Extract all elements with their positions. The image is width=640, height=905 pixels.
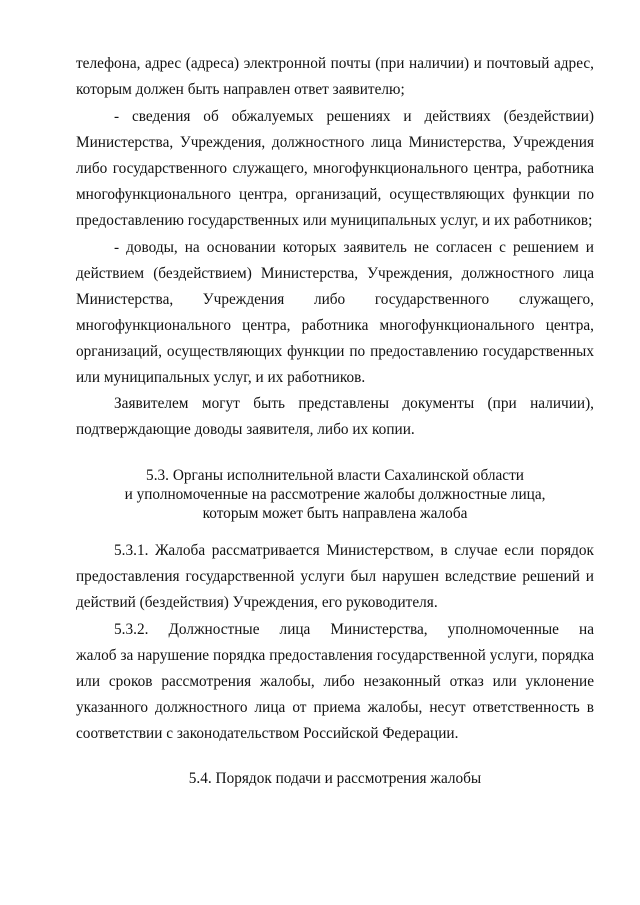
text-line: действием (бездействием) Министерства, Учреждения, должностного лица	[76, 265, 594, 282]
text-line: предоставления государственной услуги был нарушен вследствие решений и	[76, 568, 594, 585]
text-line: организаций, осуществляющих функции по предоставлению государственных	[76, 343, 594, 360]
text-line: действий (бездействия) Учреждения, его руководителя.	[76, 594, 438, 611]
text-line: телефона, адрес (адреса) электронной почты (при наличии) и почтовый адрес,	[76, 55, 594, 72]
text-line: подтверждающие доводы заявителя, либо их копии.	[76, 421, 415, 438]
text-line: многофункционального центра, организаций, осуществляющих функции по	[76, 186, 594, 203]
text-line: указанного должностного лица от приема жалобы, несут ответственность в	[76, 699, 594, 716]
text-line: - доводы, на основании которых заявитель не согласен с решением и	[114, 239, 594, 256]
text-line: или сроков рассмотрения жалобы, либо незаконный отказ или уклонение	[76, 673, 594, 690]
section-heading-line: которым может быть направлена жалоба	[202, 505, 468, 522]
text-line: 5.3.1. Жалоба рассматривается Министерством, в случае если порядок	[114, 542, 594, 559]
text-line: Заявителем могут быть представлены документы (при наличии),	[114, 395, 594, 412]
text-line: соответствии с законодательством Российской Федерации.	[76, 725, 459, 742]
text-line: или муниципальных услуг, и их работников.	[76, 369, 366, 386]
text-line: предоставлению государственных или муниципальных услуг, и их работников;	[76, 212, 593, 229]
text-line: жалоб за нарушение порядка предоставления государственной услуги, порядка	[76, 647, 594, 664]
text-line: либо государственного служащего, многофункционального центра, работника	[76, 160, 594, 177]
section-heading-line: и уполномоченные на рассмотрение жалобы должностные лица,	[124, 486, 546, 503]
text-line: Министерства, Учреждения либо государственного служащего,	[76, 291, 594, 308]
section-heading: 5.4. Порядок подачи и рассмотрения жалобы	[188, 770, 482, 787]
section-heading-line: 5.3. Органы исполнительной власти Сахалинской области	[146, 467, 524, 484]
text-line: которым должен быть направлен ответ заявителю;	[76, 81, 405, 98]
text-line: - сведения об обжалуемых решениях и действиях (бездействии)	[114, 108, 594, 125]
text-line: Министерства, Учреждения, должностного лица Министерства, Учреждения	[76, 134, 594, 151]
text-line: 5.3.2. Должностные лица Министерства, уполномоченные на	[114, 621, 594, 638]
text-line: многофункционального центра, работника многофункционального центра,	[76, 317, 594, 334]
